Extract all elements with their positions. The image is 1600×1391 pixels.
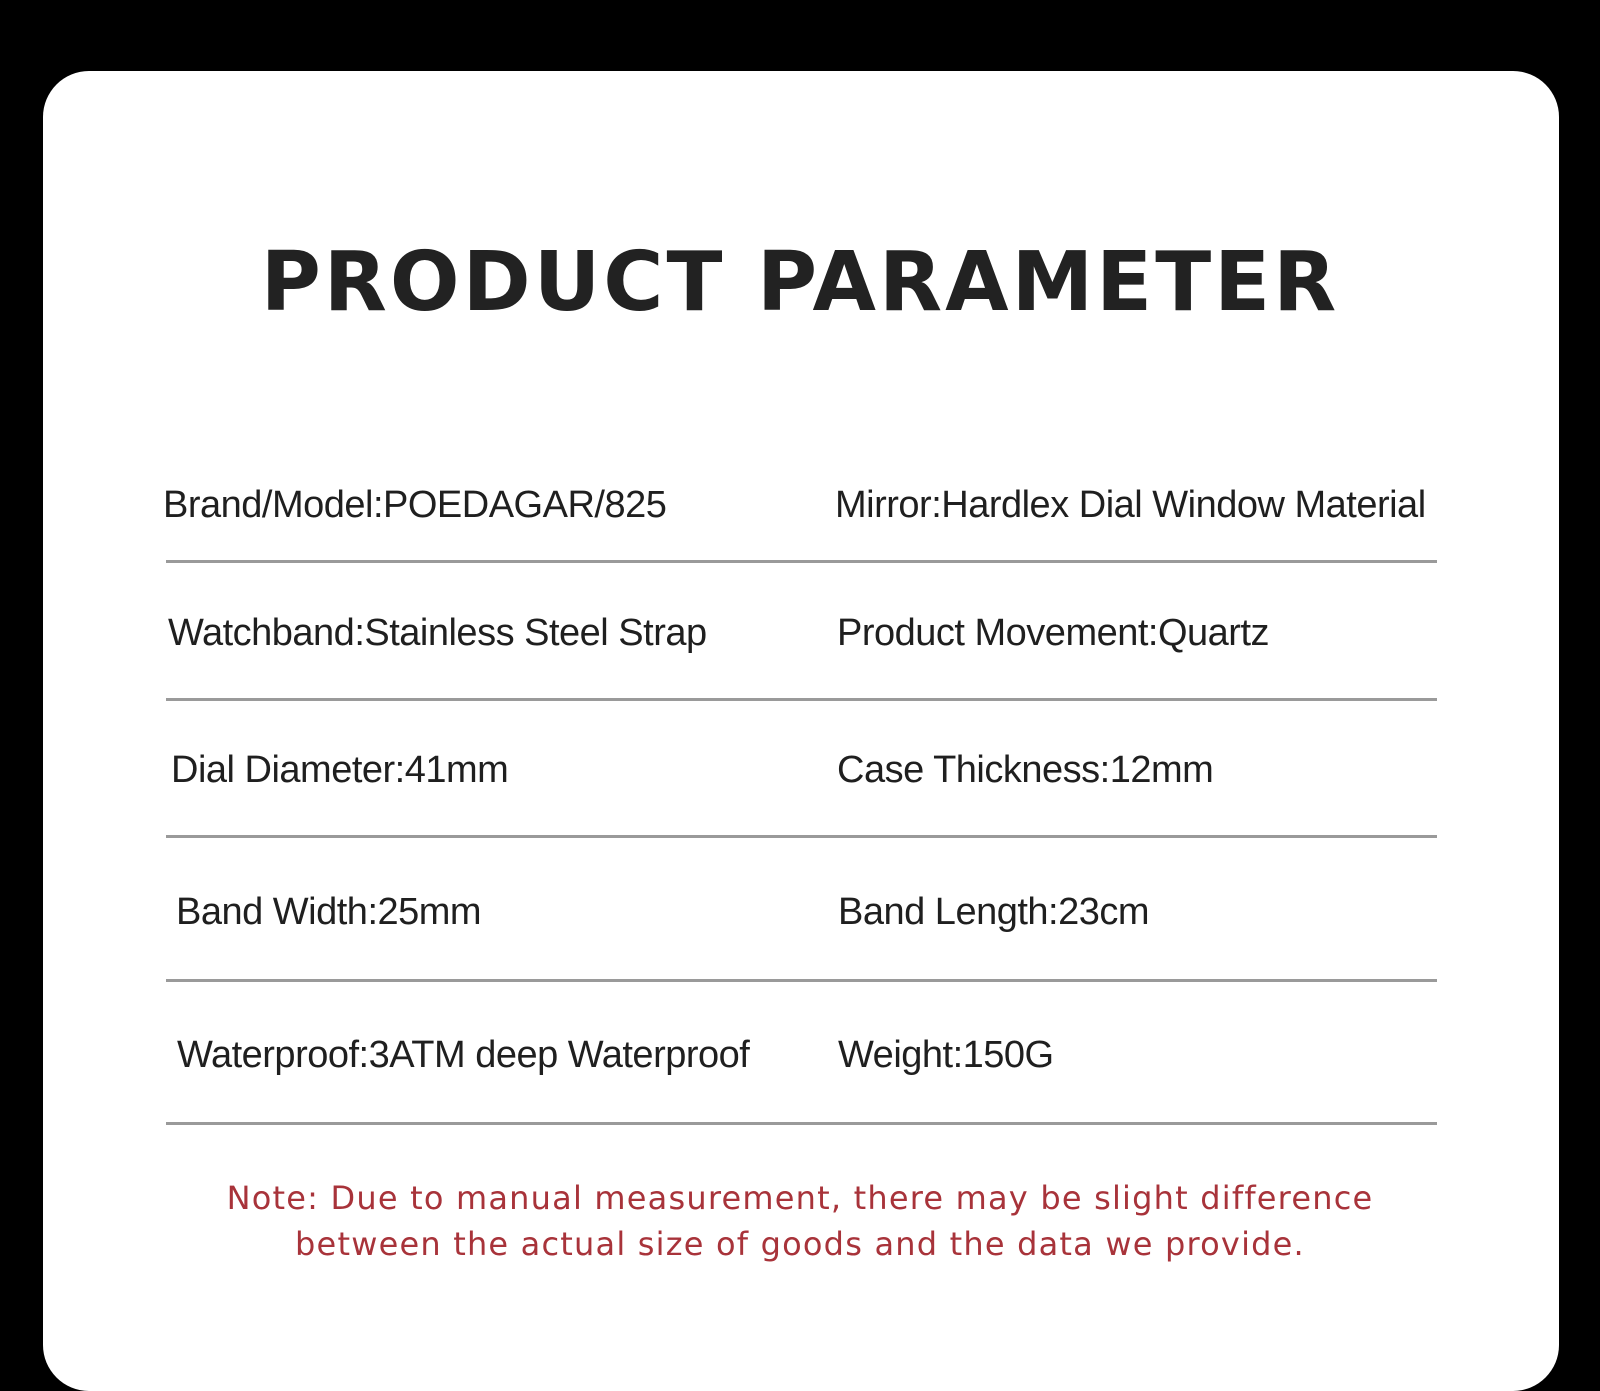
param-movement: Product Movement:Quartz (837, 612, 1270, 654)
row-divider (166, 698, 1437, 701)
param-waterproof: Waterproof:3ATM deep Waterproof (177, 1034, 750, 1076)
row-divider (166, 1122, 1437, 1125)
row-divider (166, 835, 1437, 838)
param-brand-model: Brand/Model:POEDAGAR/825 (163, 484, 667, 526)
param-mirror: Mirror:Hardlex Dial Window Material (835, 484, 1426, 526)
param-weight: Weight:150G (838, 1034, 1054, 1076)
row-divider (166, 560, 1437, 563)
page-title: PRODUCT PARAMETER (260, 235, 1340, 330)
measurement-note-line-2: between the actual size of goods and the data we provide. (295, 1225, 1305, 1263)
row-divider (166, 979, 1437, 982)
param-watchband: Watchband:Stainless Steel Strap (168, 612, 707, 654)
param-dial-diameter: Dial Diameter:41mm (171, 749, 509, 791)
param-band-width: Band Width:25mm (176, 891, 482, 933)
measurement-note-line-1: Note: Due to manual measurement, there may be slight difference (226, 1179, 1374, 1217)
param-case-thickness: Case Thickness:12mm (837, 749, 1214, 791)
param-band-length: Band Length:23cm (838, 891, 1150, 933)
